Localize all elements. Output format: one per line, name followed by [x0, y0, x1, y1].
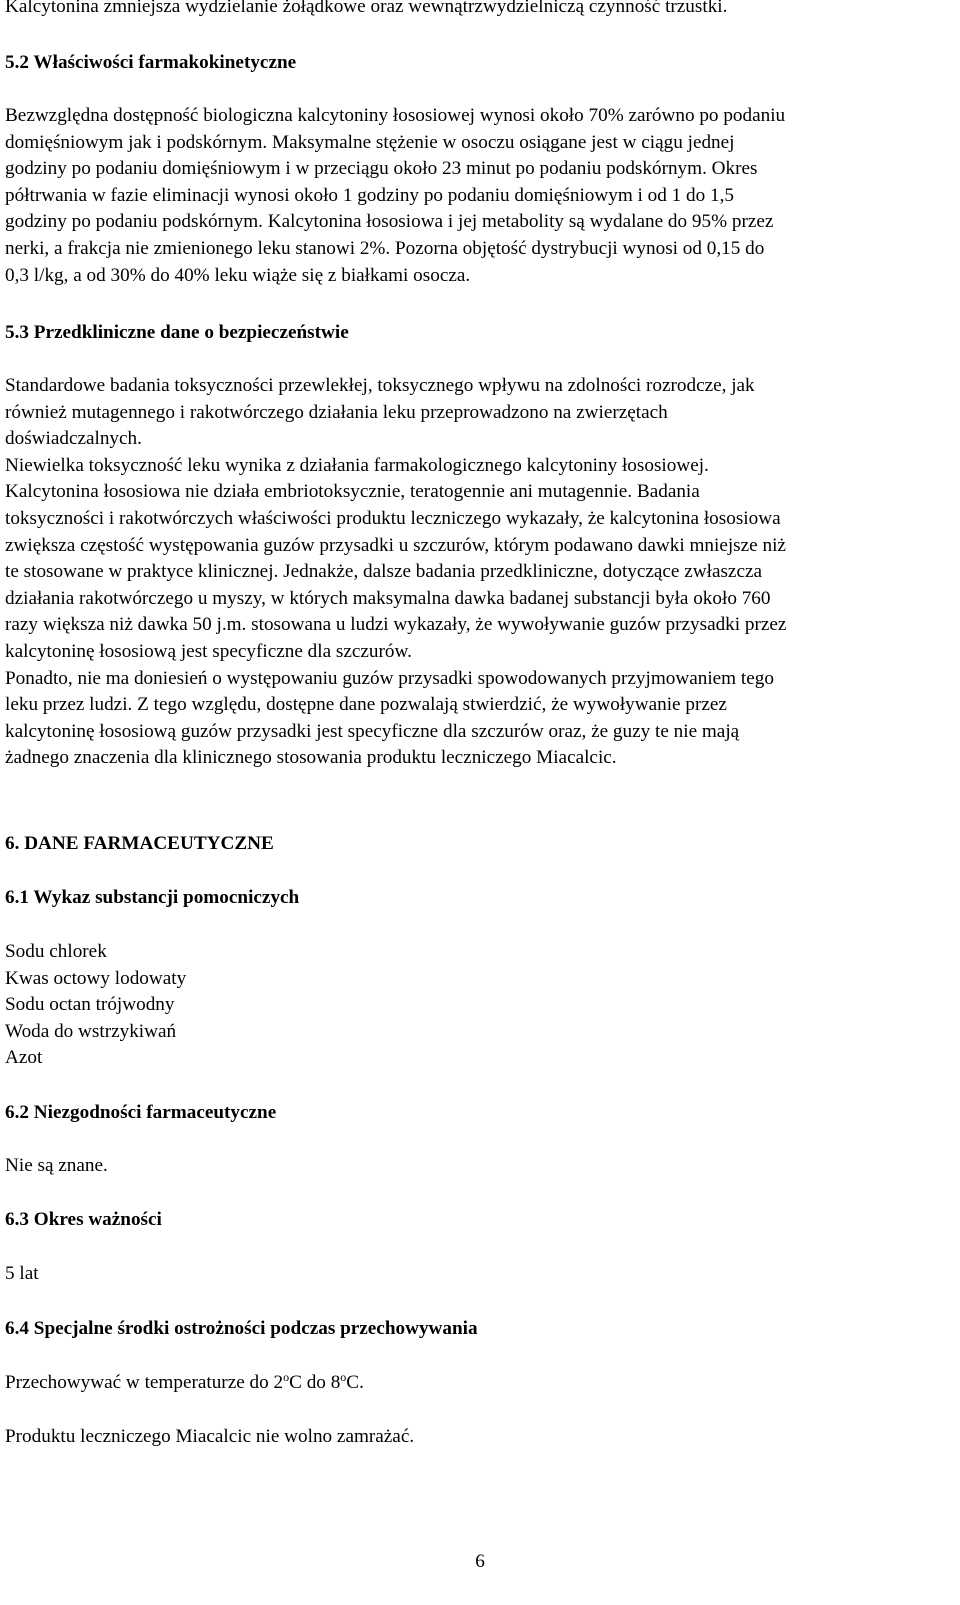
section-6-2-text: Nie są znane.	[5, 1155, 108, 1176]
storage-mid: C do 8	[289, 1372, 341, 1393]
excipients-list	[5, 939, 186, 1072]
text-line: domięśniowym jak i podskórnym. Maksymalne stężenie w osoczu osiągane jest w ciągu jednej	[5, 131, 735, 153]
text-line: leku przez ludzi. Z tego względu, dostępne dane pozwalają stwierdzić, że wywoływanie przez	[5, 694, 727, 716]
list-item: Sodu chlorek	[5, 941, 107, 962]
storage-prefix: Przechowywać w temperaturze do 2	[5, 1372, 284, 1393]
list-item: Woda do wstrzykiwań	[5, 1020, 177, 1042]
text-line: Ponadto, nie ma doniesień o występowaniu guzów przysadki spowodowanych przyjmowaniem tego	[5, 667, 774, 689]
text-line: Kalcytonina łososiowa nie działa embriotoksycznie, teratogennie ani mutagennie. Badania	[5, 481, 700, 503]
text-line: działania rakotwórczego u myszy, w których maksymalna dawka badanej substancji była około 760	[5, 587, 771, 609]
section-6-1-heading: 6.1 Wykaz substancji pomocniczych	[5, 887, 300, 908]
intro-line: Kalcytonina zmniejsza wydzielanie żołądkowe oraz wewnątrzwydzielniczą czynność trzustki.	[5, 0, 728, 17]
text-line: doświadczalnych.	[5, 428, 142, 450]
freeze-warning-text: Produktu leczniczego Miacalcic nie wolno zamrażać.	[5, 1426, 415, 1447]
text-line: te stosowane w praktyce klinicznej. Jednakże, dalsze badania przedkliniczne, dotyczące zwłaszcza	[5, 561, 762, 583]
text-line: żadnego znaczenia dla klinicznego stosowania produktu leczniczego Miacalcic.	[5, 747, 617, 769]
list-item: Sodu octan trójwodny	[5, 994, 175, 1016]
section-6-2-heading: 6.2 Niezgodności farmaceutyczne	[5, 1102, 277, 1123]
text-line: 0,3 l/kg, a od 30% do 40% leku wiąże się z białkami osocza.	[5, 264, 471, 286]
text-line: kalcytoninę łososiową jest specyficzne dla szczurów.	[5, 640, 412, 662]
list-item: Kwas octowy lodowaty	[5, 967, 187, 989]
section-6-heading: 6. DANE FARMACEUTYCZNE	[5, 833, 274, 854]
text-line: półtrwania w fazie eliminacji wynosi około 1 godziny po podaniu domięśniowym i od 1 do 1,5	[5, 184, 735, 206]
text-line: Niewielka toksyczność leku wynika z działania farmakologicznego kalcytoniny łososiowej.	[5, 454, 709, 476]
storage-suffix: C.	[346, 1372, 364, 1393]
section-5-2-body	[5, 103, 785, 289]
section-6-4-heading: 6.4 Specjalne środki ostrożności podczas przechowywania	[5, 1318, 478, 1339]
section-5-3-body	[5, 373, 786, 772]
text-line: nerki, a frakcja nie zmienionego leku stanowi 2%. Pozorna objętość dystrybucji wynosi od 0,15 do	[5, 237, 765, 259]
section-5-2-heading: 5.2 Właściwości farmakokinetyczne	[5, 52, 297, 73]
degree-sup: o	[283, 1370, 290, 1384]
text-line: Standardowe badania toksyczności przewlekłej, toksycznego wpływu na zdolności rozrodcze, jak	[5, 375, 755, 396]
text-line: również mutagennego i rakotwórczego działania leku przeprowadzono na zwierzętach	[5, 401, 668, 423]
section-6-3-heading: 6.3 Okres ważności	[5, 1209, 162, 1230]
list-item: Azot	[5, 1047, 43, 1069]
section-6-3-text: 5 lat	[5, 1263, 39, 1284]
text-line: godziny po podaniu domięśniowym i w przeciągu około 23 minut po podaniu podskórnym. Okres	[5, 158, 758, 180]
text-line: zwiększa częstość występowania guzów przysadki u szczurów, którym podawano dawki mniejsze niż	[5, 534, 786, 556]
text-line: toksyczności i rakotwórczych właściwości produktu leczniczego wykazały, że kalcytonina łososiowa	[5, 507, 781, 529]
text-line: godziny po podaniu podskórnym. Kalcytonina łososiowa i jej metabolity są wydalane do 95% przez	[5, 211, 774, 233]
text-line: razy większa niż dawka 50 j.m. stosowana u ludzi wykazały, że wywoływanie guzów przysadki przez	[5, 614, 787, 636]
page-number: 6	[475, 1551, 485, 1572]
text-line: kalcytoninę łososiową guzów przysadki jest specyficzne dla szczurów oraz, że guzy te nie mają	[5, 720, 740, 742]
section-5-3-heading: 5.3 Przedkliniczne dane o bezpieczeństwie	[5, 322, 349, 343]
storage-temperature-text	[5, 1370, 364, 1397]
degree-sup: o	[340, 1370, 347, 1384]
text-line: Bezwzględna dostępność biologiczna kalcytoniny łososiowej wynosi około 70% zarówno po podaniu	[5, 105, 786, 126]
